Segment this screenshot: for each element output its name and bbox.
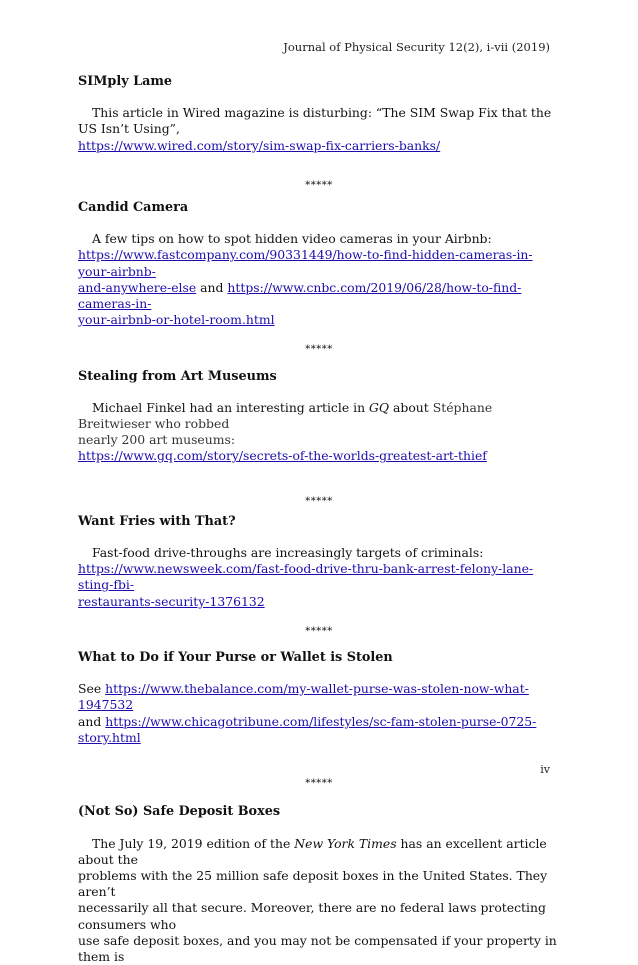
and-text: and bbox=[200, 280, 223, 295]
page-number: iv bbox=[540, 763, 550, 776]
section-body-purse-wallet bbox=[78, 681, 560, 746]
section-body-want-fries bbox=[78, 545, 560, 610]
thebalance-link[interactable]: https://www.thebalance.com/my-wallet-purse-was-stolen-now-what-1947532 bbox=[78, 681, 529, 712]
newsweek-link[interactable] bbox=[78, 561, 533, 608]
chicagotribune-link[interactable]: https://www.chicagotribune.com/lifestyles/sc-fam-stolen-purse-0725-story.html bbox=[78, 714, 536, 745]
page-content bbox=[78, 74, 560, 965]
link-part: https://www.fastcompany.com/90331449/how-to-find-hidden-cameras-in-your-airbnb- bbox=[78, 247, 533, 278]
wired-link[interactable]: https://www.wired.com/story/sim-swap-fix-carriers-banks/ bbox=[78, 138, 440, 153]
body-text: problems with the 25 million safe deposit boxes in the United States. They aren’t bbox=[78, 868, 547, 899]
see-text: See bbox=[78, 681, 101, 696]
body-text: Michael Finkel had an interesting article in bbox=[92, 400, 365, 415]
magazine-name: GQ bbox=[369, 400, 389, 415]
link-part: https://www.newsweek.com/fast-food-drive-thru-bank-arrest-felony-lane-sting-fbi- bbox=[78, 561, 533, 592]
body-text: The July 19, 2019 edition of the bbox=[92, 836, 290, 851]
body-text: about bbox=[393, 400, 429, 415]
section-separator: ***** bbox=[78, 624, 560, 640]
section-separator: ***** bbox=[78, 776, 560, 792]
section-separator: ***** bbox=[78, 342, 560, 358]
link-part: your-airbnb-or-hotel-room.html bbox=[78, 312, 275, 327]
body-text: use safe deposit boxes, and you may not be compensated if your property in them is bbox=[78, 933, 557, 964]
section-title-safe-deposit: (Not So) Safe Deposit Boxes bbox=[78, 804, 560, 820]
and-text: and bbox=[78, 714, 101, 729]
newspaper-name: New York Times bbox=[294, 836, 396, 851]
section-title-candid-camera: Candid Camera bbox=[78, 200, 560, 216]
section-title-art-museums: Stealing from Art Museums bbox=[78, 369, 560, 385]
section-separator: ***** bbox=[78, 178, 560, 194]
body-text: necessarily all that secure. Moreover, there are no federal laws protecting consumers who bbox=[78, 900, 546, 931]
section-body-safe-deposit bbox=[78, 836, 560, 965]
section-body-candid-camera bbox=[78, 231, 560, 328]
gq-link[interactable]: https://www.gq.com/story/secrets-of-the-worlds-greatest-art-thief bbox=[78, 448, 487, 463]
section-body-simply-lame bbox=[78, 105, 560, 154]
section-title-purse-wallet: What to Do if Your Purse or Wallet is Stolen bbox=[78, 650, 560, 666]
body-text: This article in Wired magazine is disturbing: “The SIM Swap Fix that the US Isn’t Using”, bbox=[78, 105, 551, 136]
section-title-want-fries: Want Fries with That? bbox=[78, 514, 560, 530]
body-text: Stéphane Breitwieser who robbed bbox=[78, 400, 492, 431]
link-part: and-anywhere-else bbox=[78, 280, 196, 295]
body-text: A few tips on how to spot hidden video cameras in your Airbnb: bbox=[92, 231, 492, 246]
section-title-simply-lame: SIMply Lame bbox=[78, 74, 560, 90]
journal-header: Journal of Physical Security 12(2), i-vii (2019) bbox=[283, 40, 550, 54]
body-text: nearly 200 art museums: bbox=[78, 432, 235, 447]
section-separator: ***** bbox=[78, 494, 560, 510]
link-part: https://www.cnbc.com/2019/06/28/how-to-find-cameras-in- bbox=[78, 280, 521, 311]
link-part: restaurants-security-1376132 bbox=[78, 594, 265, 609]
body-text: has an excellent article about the bbox=[78, 836, 547, 867]
section-body-art-museums bbox=[78, 400, 560, 465]
body-text: Fast-food drive-throughs are increasingly targets of criminals: bbox=[92, 545, 483, 560]
